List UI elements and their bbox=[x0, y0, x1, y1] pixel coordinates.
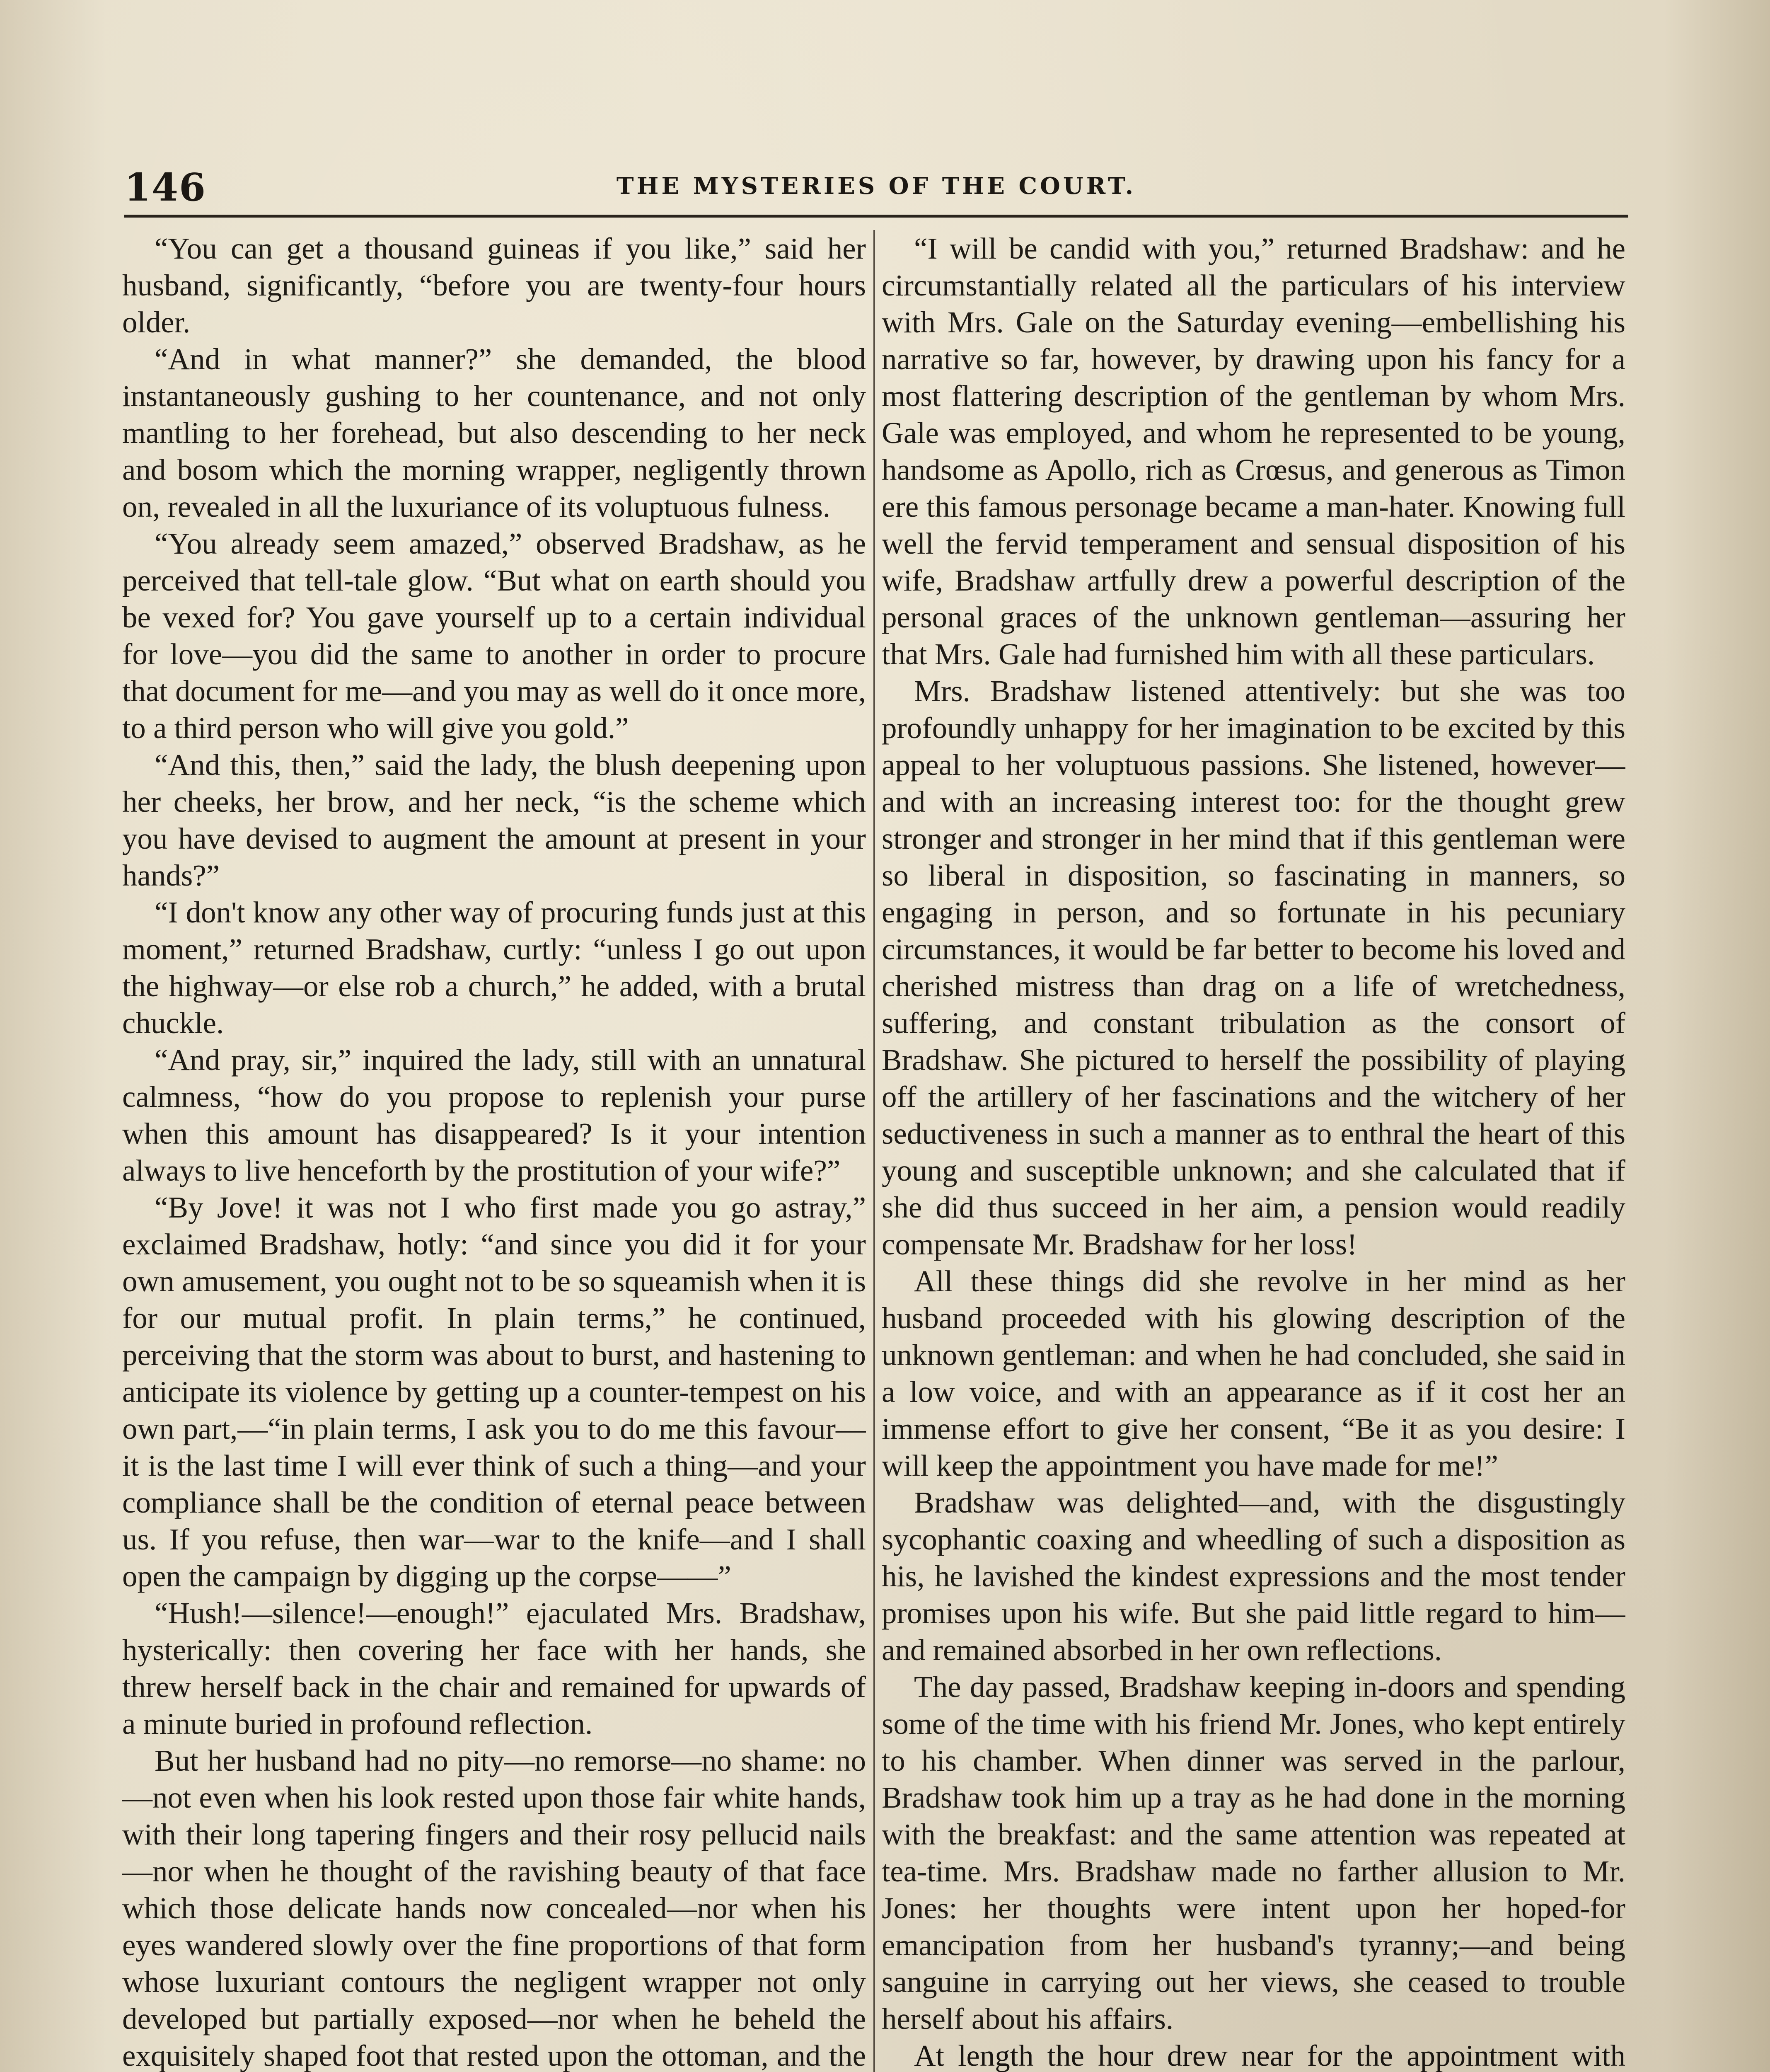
paragraph: “I will be candid with you,” returned Bradshaw: and he circumstantially related all the particulars of his interview with Mrs. Gale on the Saturday evening—embellishing his narrative so far, however, by drawing upon his fancy for a most flattering description of the gentleman by whom Mrs. Gale was employed, and whom he represented to be young, handsome as Apollo, rich as Crœsus, and generous as Timon ere this famous personage became a man-hater. Knowing full well the fervid temperament and sensual disposition of his wife, Bradshaw artfully drew a powerful description of the personal graces of the unknown gentleman—assuring her that Mrs. Gale had furnished him with all these particulars. bbox=[882, 232, 1625, 671]
paragraph: “You can get a thousand guineas if you like,” said her husband, significantly, “before you are twenty-four hours older. bbox=[122, 232, 866, 339]
paragraph: All these things did she revolve in her mind as her husband proceeded with his glowing description of the unknown gentleman: and when he had concluded, she said in a low voice, and with an appearance as if it cost her an immense effort to give her consent, “Be it as you desire: I will keep the appointment you have made for me!” bbox=[882, 1264, 1625, 1482]
paragraph: “You already seem amazed,” observed Bradshaw, as he perceived that tell-tale glow. “But what on earth should you be vexed for? You gave yourself up to a certain individual for love—you did the same to another in order to procure that document for me—and you may as well do it once more, to a third person who will give you gold.” bbox=[122, 527, 866, 745]
paragraph: Bradshaw was delighted—and, with the disgustingly sycophantic coaxing and wheedling of such a disposition as his, he lavished the kindest expressions and the most tender promises upon his wife. But she paid little regard to him—and remained absorbed in her own reflections. bbox=[882, 1486, 1625, 1667]
paragraph: The day passed, Bradshaw keeping in-doors and spending some of the time with his friend Mr. Jones, who kept entirely to his chamber. When dinner was served in the parlour, Bradshaw took him up a tray as he had done in the morning with the breakfast: and the same attention was repeated at tea-time. Mrs. Bradshaw made no farther allusion to Mr. Jones: her thoughts were intent upon her hoped-for emancipation from her husband's tyranny;—and being sanguine in carrying out her views, she ceased to trouble herself about his affairs. bbox=[882, 1670, 1625, 2036]
paragraph: “And in what manner?” she demanded, the blood instantaneously gushing to her countenance, and not only mantling to her forehead, but also descending to her neck and bosom which the morning wrapper, negligently thrown on, revealed in all the luxuriance of its voluptuous fulness. bbox=[122, 342, 866, 523]
paragraph: But her husband had no pity—no remorse—no shame: no—not even when his look rested upon those fair white hands, with their long tapering fingers and their rosy pellucid nails—nor when he thought of the ravishing beauty of that face which those delicate hands now concealed—nor when his eyes wandered slowly over the fine proportions of that form whose luxuriant contours the negligent wrapper not only developed but partially exposed—nor when he beheld the exquisitely shaped foot that rested upon the ottoman, and the bbox=[122, 1744, 866, 2072]
page-number: 146 bbox=[124, 165, 207, 210]
paragraph: “By Jove! it was not I who first made you go astray,” exclaimed Bradshaw, hotly: “and since you did it for your own amusement, you ought not to be so squeamish when it is for our mutual profit. In plain terms,” he continued, perceiving that the storm was about to burst, and hastening to anticipate its violence by getting up a counter-tempest on his own part,—“in plain terms, I ask you to do me this favour—it is the last time I will ever think of such a thing—and your compliance shall be the condition of eternal peace between us. If you refuse, then war—war to the knife—and I shall open the campaign by digging up the corpse——” bbox=[122, 1191, 866, 1593]
running-title: THE MYSTERIES OF THE COURT. bbox=[616, 172, 1136, 200]
paragraph: “And this, then,” said the lady, the blush deepening upon her cheeks, her brow, and her neck, “is the scheme which you have devised to augment the amount at present in your hands?” bbox=[122, 748, 866, 892]
paragraph: “I don't know any other way of procuring funds just at this moment,” returned Bradshaw, curtly: “unless I go out upon the highway—or else rob a church,” he added, with a brutal chuckle. bbox=[122, 896, 866, 1040]
paragraph: Mrs. Bradshaw listened attentively: but she was too profoundly unhappy for her imagination to be excited by this appeal to her voluptuous passions. She listened, however—and with an increasing interest too: for the thought grew stronger and stronger in her mind that if this gentleman were so liberal in disposition, so fascinating in manners, so engaging in person, and so fortunate in his pecuniary circumstances, it would be far better to become his loved and cherished mistress than drag on a life of wretchedness, suffering, and constant tribulation as the consort of Bradshaw. She pictured to herself the possibility of playing off the artillery of her fascinations and the witchery of her seductiveness in such a manner as to enthral the heart of this young and susceptible unknown; and she calculated that if she did thus succeed in her aim, a pension would readily compensate Mr. Bradshaw for her loss! bbox=[882, 674, 1625, 1261]
paragraph: “And pray, sir,” inquired the lady, still with an unnatural calmness, “how do you propose to replenish your purse when this amount has disappeared? Is it your intention always to live henceforth by the prostitution of your wife?” bbox=[122, 1043, 866, 1187]
column-divider bbox=[873, 230, 875, 2072]
page-header bbox=[124, 157, 1628, 224]
header-rule bbox=[124, 215, 1628, 218]
paragraph: At length the hour drew near for the appointment with bbox=[914, 2039, 1625, 2072]
left-column bbox=[122, 230, 866, 2072]
right-column bbox=[882, 230, 1625, 2072]
paragraph: “Hush!—silence!—enough!” ejaculated Mrs. Bradshaw, hysterically: then covering her face with her hands, she threw herself back in the chair and remained for upwards of a minute buried in profound reflection. bbox=[122, 1596, 866, 1740]
